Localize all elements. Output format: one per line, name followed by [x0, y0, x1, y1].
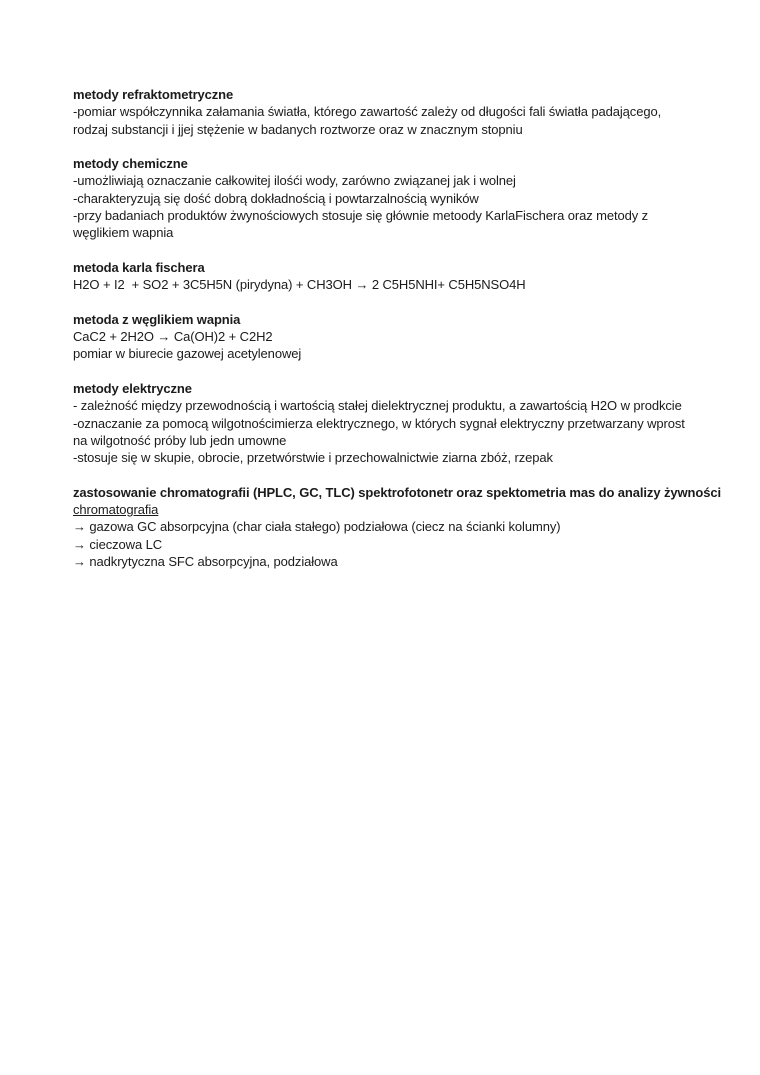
- text-line: -przy badaniach produktów żwynościowych stosuje się głównie metoody KarlaFischera oraz metody z: [73, 208, 649, 224]
- text-line: -charakteryzują się dość dobrą dokładnością i powtarzalnością wyników: [73, 190, 479, 206]
- subheading-chromatografia: chromatografia: [73, 502, 159, 518]
- section-metody-chemiczne: [73, 155, 700, 241]
- section-heading: metoda z węglikiem wapnia: [73, 311, 241, 327]
- text-line: - zależność między przewodnością i wartością stałej dielektrycznej produktu, a zawartością H2O w prodkcie: [73, 398, 682, 414]
- text-line: -oznaczanie za pomocą wilgotnościmierza elektrycznego, w których sygnał elektryczny przetwarzany wprost: [73, 415, 685, 431]
- arrow-list-item: → gazowa GC absorpcyjna (char ciała stałego) podziałowa (ciecz na ścianki kolumny): [73, 519, 561, 535]
- chemical-equation: H2O + I2 + SO2 + 3C5H5N (pirydyna) + CH3OH → 2 C5H5NHI+ C5H5NSO4H: [73, 277, 526, 293]
- section-heading: metoda karla fischera: [73, 259, 205, 275]
- section-metoda-z-weglikiem-wapnia: [73, 311, 700, 363]
- arrow-list-item: → cieczowa LC: [73, 536, 163, 552]
- section-metody-refraktometryczne: [73, 86, 700, 138]
- section-metoda-karla-fischera: [73, 259, 700, 294]
- arrow-list-item: → nadkrytyczna SFC absorpcyjna, podziałowa: [73, 554, 338, 570]
- text-line: -pomiar współczynnika załamania światła, którego zawartość zależy od długości fali światła padającego,: [73, 104, 662, 120]
- chemical-equation: CaC2 + 2H2O → Ca(OH)2 + C2H2: [73, 329, 273, 345]
- text-line: na wilgotność próby lub jedn umowne: [73, 432, 287, 448]
- text-line: -umożliwiają oznaczanie całkowitej ilośći wody, zarówno związanej jak i wolnej: [73, 173, 516, 189]
- section-metody-elektryczne: [73, 380, 700, 466]
- section-heading: metody elektryczne: [73, 381, 192, 397]
- section-zastosowanie-chromatografii: [73, 484, 721, 570]
- text-line: węglikiem wapnia: [73, 225, 174, 241]
- text-line: pomiar w biurecie gazowej acetylenowej: [73, 346, 302, 362]
- section-heading: metody chemiczne: [73, 156, 188, 172]
- text-line: rodzaj substancji i jjej stężenie w badanych roztworze oraz w znacznym stopniu: [73, 121, 523, 137]
- section-heading: zastosowanie chromatografii (HPLC, GC, TLC) spektrofotonetr oraz spektometria mas do analizy żywności: [73, 484, 721, 500]
- section-heading: metody refraktometryczne: [73, 87, 234, 102]
- text-line: -stosuje się w skupie, obrocie, przetwórstwie i przechowalnictwie ziarna zbóż, rzepak: [73, 450, 553, 466]
